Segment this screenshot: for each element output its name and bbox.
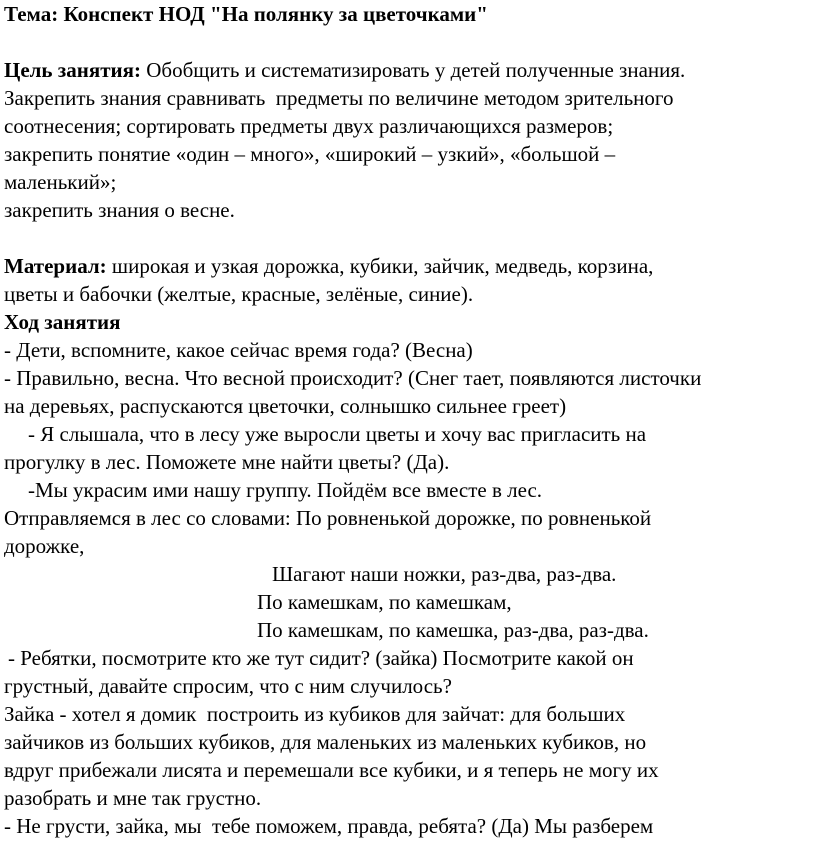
course-line: - Дети, вспомните, какое сейчас время года? (Весна) — [4, 338, 473, 362]
poem-line: Шагают наши ножки, раз-два, раз-два. — [272, 562, 617, 586]
goal-line: закрепить знания о весне. — [4, 198, 235, 222]
course-line: вдруг прибежали лисята и перемешали все кубики, и я теперь не могу их — [4, 758, 659, 782]
title-text: Конспект НОД "На полянку за цветочками" — [63, 2, 488, 26]
course-line: Отправляемся в лес со словами: По ровненькой дорожке, по ровненькой — [4, 506, 652, 530]
course-indented-line: -Мы украсим ими нашу группу. Пойдём все вместе в лес. — [28, 478, 543, 502]
blank-line — [4, 224, 814, 252]
course-line: на деревьях, распускаются цветочки, солнышко сильнее греет) — [4, 394, 567, 418]
course-indented-line: - Ребятки, посмотрите кто же тут сидит? (зайка) Посмотрите какой он — [8, 646, 634, 670]
course-line: дорожке, — [4, 534, 85, 558]
document-page — [4, 0, 814, 840]
course-indented-line: - Я слышала, что в лесу уже выросли цветы и хочу вас пригласить на — [28, 422, 647, 446]
goal-text: Обобщить и систематизировать у детей полученные знания. — [146, 58, 686, 82]
material-label: Материал: — [4, 254, 107, 278]
poem-line: По камешкам, по камешка, раз-два, раз-два. — [257, 618, 649, 642]
goal-line: маленький»; — [4, 170, 117, 194]
course-line: - Не грусти, зайка, мы тебе поможем, правда, ребята? (Да) Мы разберем — [4, 814, 654, 838]
course-line: грустный, давайте спросим, что с ним случилось? — [4, 674, 452, 698]
goal-label: Цель занятия: — [4, 58, 141, 82]
material-second-line: цветы и бабочки (желтые, красные, зелёные, синие). — [4, 282, 474, 306]
poem-line: По камешкам, по камешкам, — [257, 590, 512, 614]
title-label: Тема: — [4, 2, 59, 26]
course-heading: Ход занятия — [4, 310, 121, 334]
goal-line: закрепить понятие «один – много», «широкий – узкий», «большой – — [4, 142, 616, 166]
course-line: разобрать и мне так грустно. — [4, 786, 262, 810]
goal-line: соотнесения; сортировать предметы двух различающихся размеров; — [4, 114, 614, 138]
goal-first-line — [4, 56, 814, 84]
material-text: широкая и узкая дорожка, кубики, зайчик, медведь, корзина, — [111, 254, 654, 278]
course-line: зайчиков из больших кубиков, для маленьких из маленьких кубиков, но — [4, 730, 647, 754]
goal-line: Закрепить знания сравнивать предметы по величине методом зрительного — [4, 86, 674, 110]
lesson-title — [4, 0, 814, 28]
material-first-line — [4, 252, 814, 280]
course-line: - Правильно, весна. Что весной происходит? (Снег тает, появляются листочки — [4, 366, 702, 390]
course-line: прогулку в лес. Поможете мне найти цветы? (Да). — [4, 450, 450, 474]
blank-line — [4, 28, 814, 56]
course-line: Зайка - хотел я домик построить из кубиков для зайчат: для больших — [4, 702, 626, 726]
